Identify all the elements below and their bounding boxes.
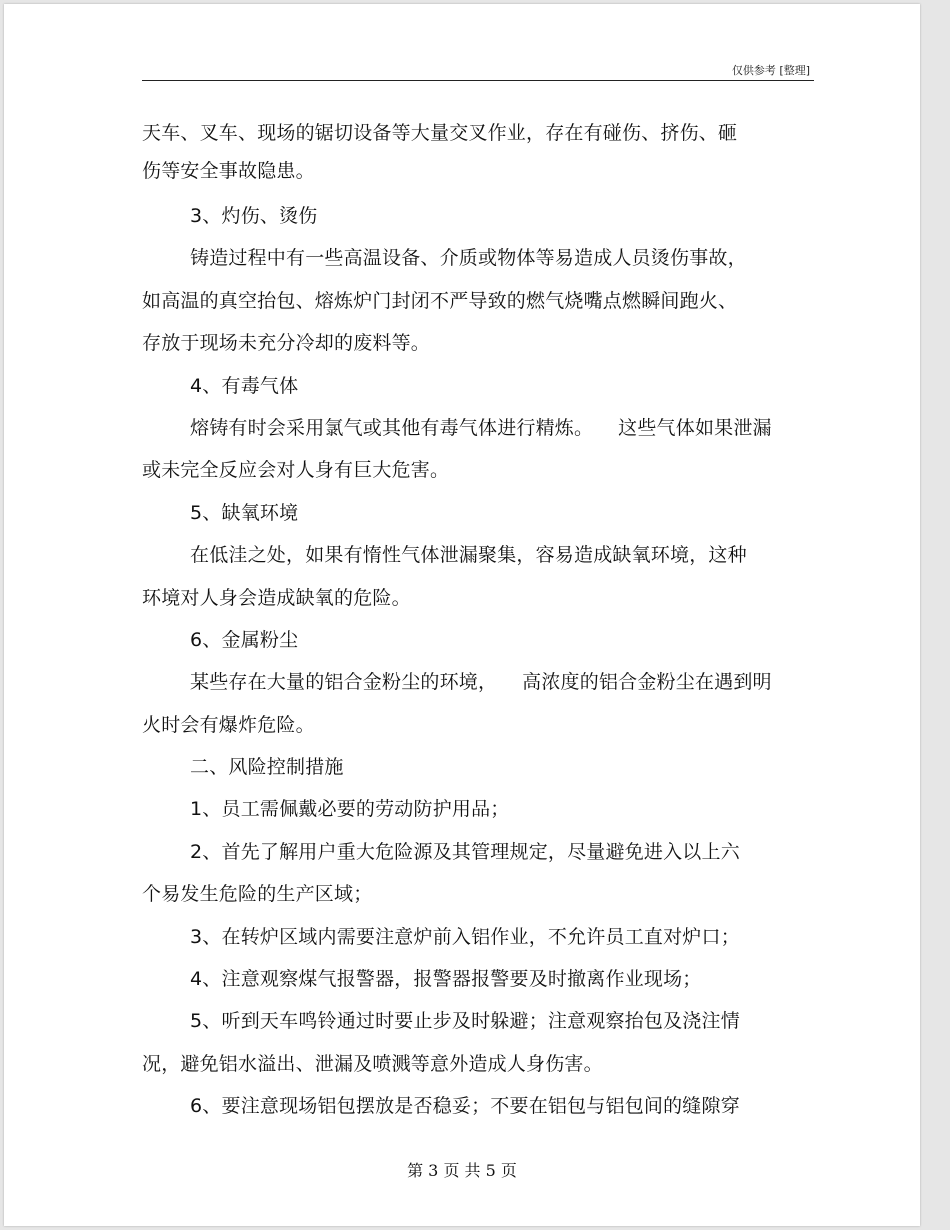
body-line: 天车、叉车、现场的锯切设备等大量交叉作业，存在有碰伤、挤伤、砸 [142, 122, 738, 144]
list-item: 3、在转炉区域内需要注意炉前入铝作业，不允许员工直对炉口； [190, 926, 740, 948]
document-page [4, 4, 920, 1226]
section-heading: 二、风险控制措施 [190, 756, 344, 778]
page-number: 第 3 页 共 5 页 [407, 1161, 517, 1180]
section-heading: 3、灼伤、烫伤 [190, 205, 318, 227]
section-heading: 4、有毒气体 [190, 375, 299, 397]
body-line: 环境对人身会造成缺氧的危险。 [142, 587, 411, 609]
list-item: 5、听到天车鸣铃通过时要止步及时躲避；注意观察抬包及浇注情 [190, 1010, 740, 1032]
body-line: 况，避免铝水溢出、泄漏及喷溅等意外造成人身伤害。 [142, 1053, 603, 1075]
body-line: 在低洼之处，如果有惰性气体泄漏聚集，容易造成缺氧环境，这种 [190, 544, 747, 566]
body-line: 熔铸有时会采用氯气或其他有毒气体进行精炼。 这些气体如果泄漏 [190, 417, 772, 439]
section-heading: 5、缺氧环境 [190, 502, 299, 524]
list-item: 2、首先了解用户重大危险源及其管理规定，尽量避免进入以上六 [190, 841, 740, 863]
body-line: 或未完全反应会对人身有巨大危害。 [142, 459, 450, 481]
body-line: 如高温的真空抬包、熔炼炉门封闭不严导致的燃气烧嘴点燃瞬间跑火、 [142, 290, 738, 312]
body-line: 个易发生危险的生产区域； [142, 883, 373, 905]
list-item: 1、员工需佩戴必要的劳动防护用品； [190, 798, 510, 820]
list-item: 4、注意观察煤气报警器，报警器报警要及时撤离作业现场； [190, 968, 702, 990]
section-heading: 6、金属粉尘 [190, 629, 299, 651]
body-line: 铸造过程中有一些高温设备、介质或物体等易造成人员烫伤事故， [190, 247, 747, 269]
body-line: 伤等安全事故隐患。 [142, 160, 315, 182]
header-note: 仅供参考 [整理] [731, 64, 810, 77]
list-item: 6、要注意现场铝包摆放是否稳妥；不要在铝包与铝包间的缝隙穿 [190, 1095, 740, 1117]
body-line: 某些存在大量的铝合金粉尘的环境， 高浓度的铝合金粉尘在遇到明 [190, 671, 772, 693]
body-line: 火时会有爆炸危险。 [142, 714, 315, 736]
body-line: 存放于现场未充分冷却的废料等。 [142, 332, 431, 354]
header-divider [142, 80, 814, 81]
